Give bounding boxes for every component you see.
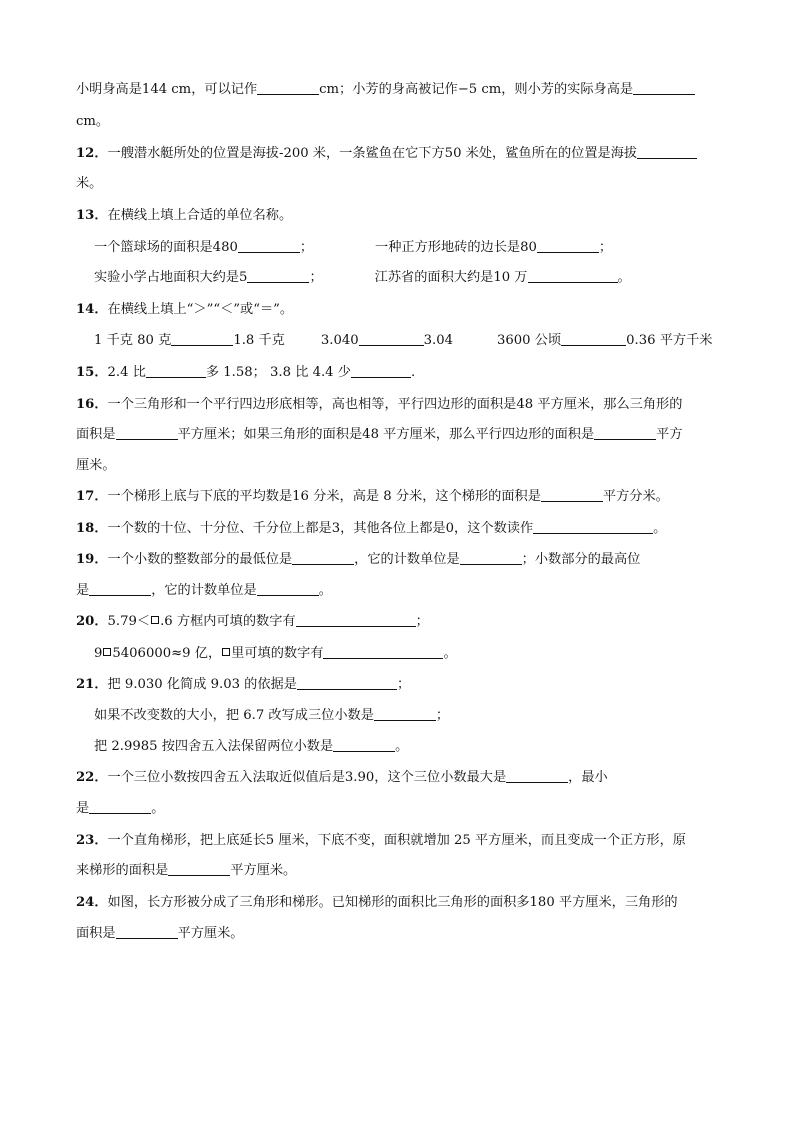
square-box-icon <box>222 648 230 656</box>
question-19-cont: 是 ，它的计数单位是 。 <box>76 583 332 598</box>
answer-blank[interactable] <box>633 80 695 95</box>
answer-blank[interactable] <box>296 612 416 627</box>
question-21: 21．把 9.030 化简成 9.03 的依据是 ； <box>76 677 411 692</box>
question-13: 13．在横线上填上合适的单位名称。 <box>76 208 293 223</box>
question-22-cont: 是 。 <box>76 801 165 816</box>
answer-blank[interactable] <box>359 331 424 346</box>
answer-blank[interactable] <box>637 144 697 159</box>
answer-blank[interactable] <box>537 238 599 253</box>
answer-blank[interactable] <box>333 737 395 752</box>
question-20-cont: 9 5406000≈9 亿， 里可填的数字有 。 <box>94 646 457 661</box>
question-16-end: 厘米。 <box>76 458 116 473</box>
answer-blank[interactable] <box>257 581 319 596</box>
question-14-row: 1 千克 80 克 1.8 千克 3.040 3.04 3600 公顷 0.36 平方千米 <box>94 333 713 348</box>
question-13-row-1: 一个篮球场的面积是480 ； 一种正方形地砖的边长是80 ； <box>94 240 613 255</box>
line-height-record: 小明身高是144 cm，可以记作 cm；小芳的身高被记作−5 cm，则小芳的实际身高是 <box>76 80 794 100</box>
question-21-row-3: 把 2.9985 按四舍五入法保留两位小数是 。 <box>94 739 409 754</box>
answer-blank[interactable] <box>528 268 618 283</box>
answer-blank[interactable] <box>89 581 151 596</box>
answer-blank[interactable] <box>171 331 233 346</box>
square-box-icon <box>103 648 111 656</box>
answer-blank[interactable] <box>89 799 151 814</box>
answer-blank[interactable] <box>116 924 178 939</box>
question-18: 18．一个数的十位、十分位、千分位上都是3，其他各位上都是0，这个数读作 。 <box>76 521 667 536</box>
answer-blank[interactable] <box>292 550 354 565</box>
question-15: 15．2.4 比 多 1.58； 3.8 比 4.4 少 . <box>76 365 416 380</box>
question-12-cont: 米。 <box>76 176 103 191</box>
question-22: 22．一个三位小数按四舍五入法取近似值后是3.90，这个三位小数最大是 ，最小 <box>76 770 608 785</box>
answer-blank[interactable] <box>506 768 568 783</box>
question-20: 20．5.79＜ .6 方框内可填的数字有 ； <box>76 614 429 629</box>
answer-blank[interactable] <box>374 706 436 721</box>
answer-blank[interactable] <box>594 425 656 440</box>
answer-blank[interactable] <box>541 487 603 502</box>
line-height-record-end: cm。 <box>76 114 110 129</box>
answer-blank[interactable] <box>351 363 411 378</box>
square-box-icon <box>151 616 159 624</box>
question-24-cont: 面积是 平方厘米。 <box>76 926 244 941</box>
answer-blank[interactable] <box>168 861 230 876</box>
answer-blank[interactable] <box>257 80 319 95</box>
answer-blank[interactable] <box>561 331 626 346</box>
answer-blank[interactable] <box>533 519 653 534</box>
answer-blank[interactable] <box>323 644 443 659</box>
question-14: 14．在横线上填上“＞”“＜”或“＝”。 <box>76 302 294 317</box>
question-23: 23．一个直角梯形，把上底延长5 厘米，下底不变，面积就增加 25 平方厘米，而且变成一个正方形，原 <box>76 833 686 848</box>
question-16-cont: 面积是 平方厘米；如果三角形的面积是48 平方厘米，那么平行四边形的面积是 平方 <box>76 427 683 442</box>
question-13-row-2: 实验小学占地面积大约是5 ； 江苏省的面积大约是10 万 。 <box>94 270 631 285</box>
question-21-row-2: 如果不改变数的大小，把 6.7 改写成三位小数是 ； <box>94 708 450 723</box>
question-16: 16．一个三角形和一个平行四边形底相等，高也相等，平行四边形的面积是48 平方厘米，那么三角形的 <box>76 397 683 412</box>
answer-blank[interactable] <box>460 550 522 565</box>
answer-blank[interactable] <box>247 268 309 283</box>
question-17: 17．一个梯形上底与下底的平均数是16 分米，高是 8 分米，这个梯形的面积是 平方分米。 <box>76 489 669 504</box>
answer-blank[interactable] <box>238 238 300 253</box>
answer-blank[interactable] <box>146 363 206 378</box>
answer-blank[interactable] <box>297 675 397 690</box>
question-24: 24．如图，长方形被分成了三角形和梯形。已知梯形的面积比三角形的面积多180 平方厘米，三角形的 <box>76 895 678 910</box>
question-19: 19．一个小数的整数部分的最低位是 ，它的计数单位是 ；小数部分的最高位 <box>76 552 641 567</box>
question-12: 12．一艘潜水艇所处的位置是海拔-200 米，一条鲨鱼在它下方50 米处，鲨鱼所在的位置是海拔 <box>76 144 794 164</box>
answer-blank[interactable] <box>116 425 178 440</box>
question-23-cont: 来梯形的面积是 平方厘米。 <box>76 863 297 878</box>
